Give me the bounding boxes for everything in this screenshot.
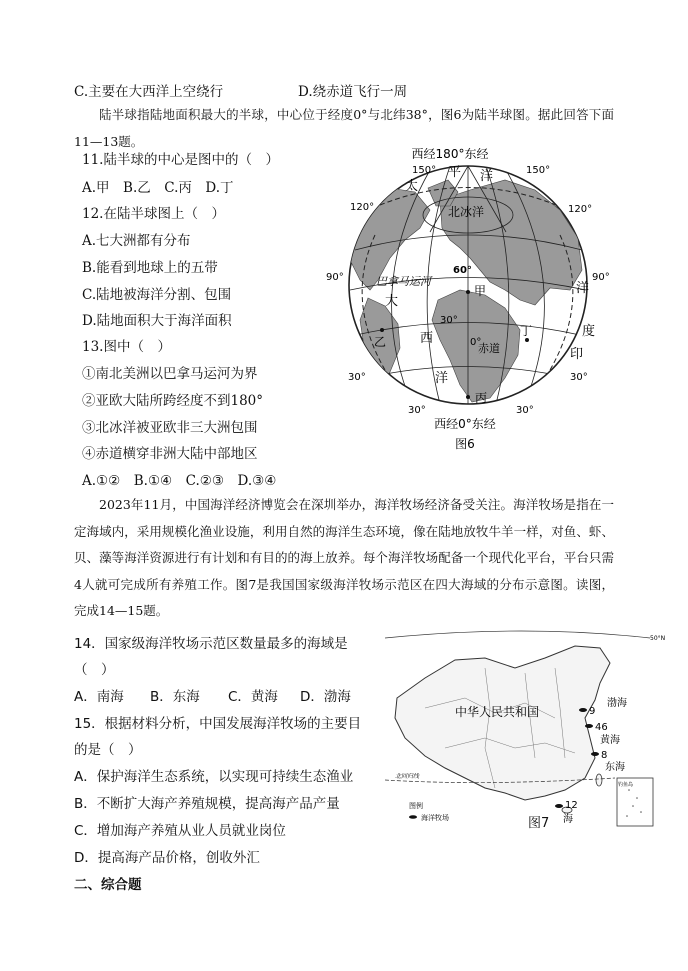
fig6-lon-150-e: 150° (526, 165, 551, 176)
q12-option-b: B.能看到地球上的五带 (82, 260, 218, 276)
q11-options: A.甲 B.乙 C.丙 D.丁 (82, 180, 234, 196)
fig6-point-bing (466, 395, 470, 399)
fig6-lat-60: 60° (453, 265, 472, 276)
q14-option-a: A．南海 (74, 689, 124, 705)
fig6-label-yi: 乙 (374, 335, 387, 349)
fig7-count-huanghai: 46 (595, 722, 608, 733)
fig6-equator-label: 赤道 (478, 342, 500, 355)
q11-stem: 11.陆半球的中心是图中的（ ） (82, 152, 279, 168)
q13-statement-4: ④赤道横穿非洲大陆中部地区 (82, 446, 258, 462)
fig6-lon-150-w: 150° (412, 165, 437, 176)
fig6-ocean-yin: 印 (570, 347, 584, 362)
fig7-count-nanhai: 12 (565, 800, 578, 811)
figure-7-china-map (385, 628, 668, 833)
fig7-taiwan (596, 774, 602, 786)
q15-option-b: B．不断扩大海产养殖规模，提高海产品产量 (74, 796, 340, 812)
intro-14-15: 2023年11月，中国海洋经济博览会在深圳举办，海洋牧场经济备受关注。海洋牧场是指在一定海域内，采用规模化渔业设施，利用自然的海洋生态环境，像在陆地放牧牛羊一样，对鱼、虾、贝、藻等海洋资源进行有计划和有目的的海上放养。每个海洋牧场配备一个现代化平台，平台只需4人就可完成所有养殖工作。图7是我国国家级海洋牧场示范区在四大海域的分布示意图。读图，完成14—15题。 (74, 497, 614, 618)
q13-statement-3: ③北冰洋被亚欧非三大洲包围 (82, 420, 258, 436)
fig6-lon-120-w: 120° (350, 202, 375, 213)
fig7-sea-nanhai: 海 (563, 814, 573, 825)
fig6-ocean-yang3: 洋 (576, 281, 590, 296)
fig6-point-ding (525, 338, 529, 342)
fig6-ocean-ping: 平 (448, 165, 462, 180)
fig7-country-label: 中华人民共和国 (455, 705, 540, 719)
q15-stem-line2: 的是（ ） (74, 742, 142, 758)
fig7-small-label: 钓鱼岛 (618, 782, 634, 788)
q10-option-d: D.绕赤道飞行一周 (298, 84, 408, 100)
fig7-fish-icon-nanhai (555, 804, 563, 808)
fig6-lon-120-e: 120° (568, 204, 593, 215)
fig7-sea-bohai: 渤海 (607, 698, 627, 709)
fig7-legend-item: 海洋牧场 (421, 814, 449, 822)
q14-stem-line1: 14．国家级海洋牧场示范区数量最多的海域是 (74, 636, 348, 652)
fig7-lat-label: 50°N (650, 635, 666, 642)
q10-option-c: C.主要在大西洋上空绕行 (74, 84, 224, 100)
fig6-lat-30: 30° (440, 315, 458, 326)
fig6-top-label: 西经180°东经 (411, 147, 489, 161)
q14-option-b: B．东海 (150, 689, 200, 705)
q14-option-c: C．黄海 (228, 689, 278, 705)
q15-option-d: D．提高海产品价格，创收外汇 (74, 850, 260, 866)
fig6-caption: 图6 (455, 437, 475, 451)
q13-statement-2: ②亚欧大陆所跨经度不到180° (82, 393, 264, 409)
fig7-count-bohai: 9 (589, 706, 596, 717)
fig6-lon-30-b: 30° (570, 372, 588, 383)
fig6-label-bing: 丙 (475, 391, 488, 405)
fig7-lat-50-line (385, 631, 650, 638)
fig6-point-jia (466, 290, 470, 294)
fig6-label-jia: 甲 (474, 284, 487, 298)
fig6-ocean-du: 度 (582, 324, 596, 339)
fig6-ocean-tai: 太 (405, 179, 419, 194)
q12-stem: 12.在陆半球图上（ ） (82, 206, 225, 222)
fig7-count-donghai: 8 (601, 750, 608, 761)
fig6-lat-0: 0° (470, 337, 482, 348)
fig7-caption: 图7 (528, 816, 550, 831)
fig6-bottom-label: 西经0°东经 (434, 417, 496, 431)
fig6-ocean-da: 大 (385, 294, 399, 309)
q15-stem-line1: 15．根据材料分析，中国发展海洋牧场的主要目 (74, 716, 362, 732)
fig6-ocean-xi: 西 (420, 331, 434, 346)
q15-option-c: C．增加海产养殖从业人员就业岗位 (74, 823, 286, 839)
fig6-label-ding: 丁 (520, 324, 533, 338)
figure-6-land-hemisphere (320, 140, 615, 460)
section-2-heading: 二、综合题 (74, 877, 142, 893)
fig7-china-outline (395, 646, 610, 800)
fig7-fish-icon-bohai (579, 708, 587, 712)
q15-option-a: A．保护海洋生态系统，以实现可持续生态渔业 (74, 769, 354, 785)
q12-option-c: C.陆地被海洋分割、包围 (82, 287, 232, 303)
fig7-legend-title: 图例 (409, 802, 423, 810)
q13-options: A.①② B.①④ C.②③ D.③④ (82, 473, 277, 489)
fig6-panama-canal: 巴拿马运河 (376, 275, 431, 288)
q12-option-d: D.陆地面积大于海洋面积 (82, 313, 232, 329)
fig6-lon-90-e: 90° (592, 272, 610, 283)
fig6-lon-30-a: 30° (348, 372, 366, 383)
q14-option-d: D．渤海 (300, 689, 351, 705)
q12-option-a: A.七大洲都有分布 (82, 233, 191, 249)
fig6-arctic-ocean: 北冰洋 (448, 205, 485, 219)
fig6-ocean-yang1: 洋 (480, 169, 494, 184)
fig7-sea-donghai: 东海 (605, 762, 625, 773)
q14-stem-line2: （ ） (74, 662, 115, 678)
fig7-fish-icon-huanghai (585, 724, 593, 728)
fig6-lon-90-w: 90° (326, 272, 344, 283)
q13-stem: 13.图中（ ） (82, 339, 171, 355)
intro-11-13: 陆半球指陆地面积最大的半球，中心位于经度0°与北纬38°，图6为陆半球图。据此回答下面11—13题。 (74, 107, 614, 149)
fig7-legend-fish-icon (409, 815, 417, 819)
q13-statement-1: ①南北美洲以巴拿马运河为界 (82, 366, 258, 382)
fig6-lon-30-c: 30° (408, 405, 426, 416)
fig7-tropic-label: 北回归线 (395, 773, 420, 780)
fig7-sea-huanghai: 黄海 (600, 735, 620, 746)
fig6-ocean-yang2: 洋 (435, 371, 449, 386)
fig6-lon-30-d: 30° (516, 405, 534, 416)
fig6-point-yi (380, 328, 384, 332)
fig7-fish-icon-donghai (591, 752, 599, 756)
